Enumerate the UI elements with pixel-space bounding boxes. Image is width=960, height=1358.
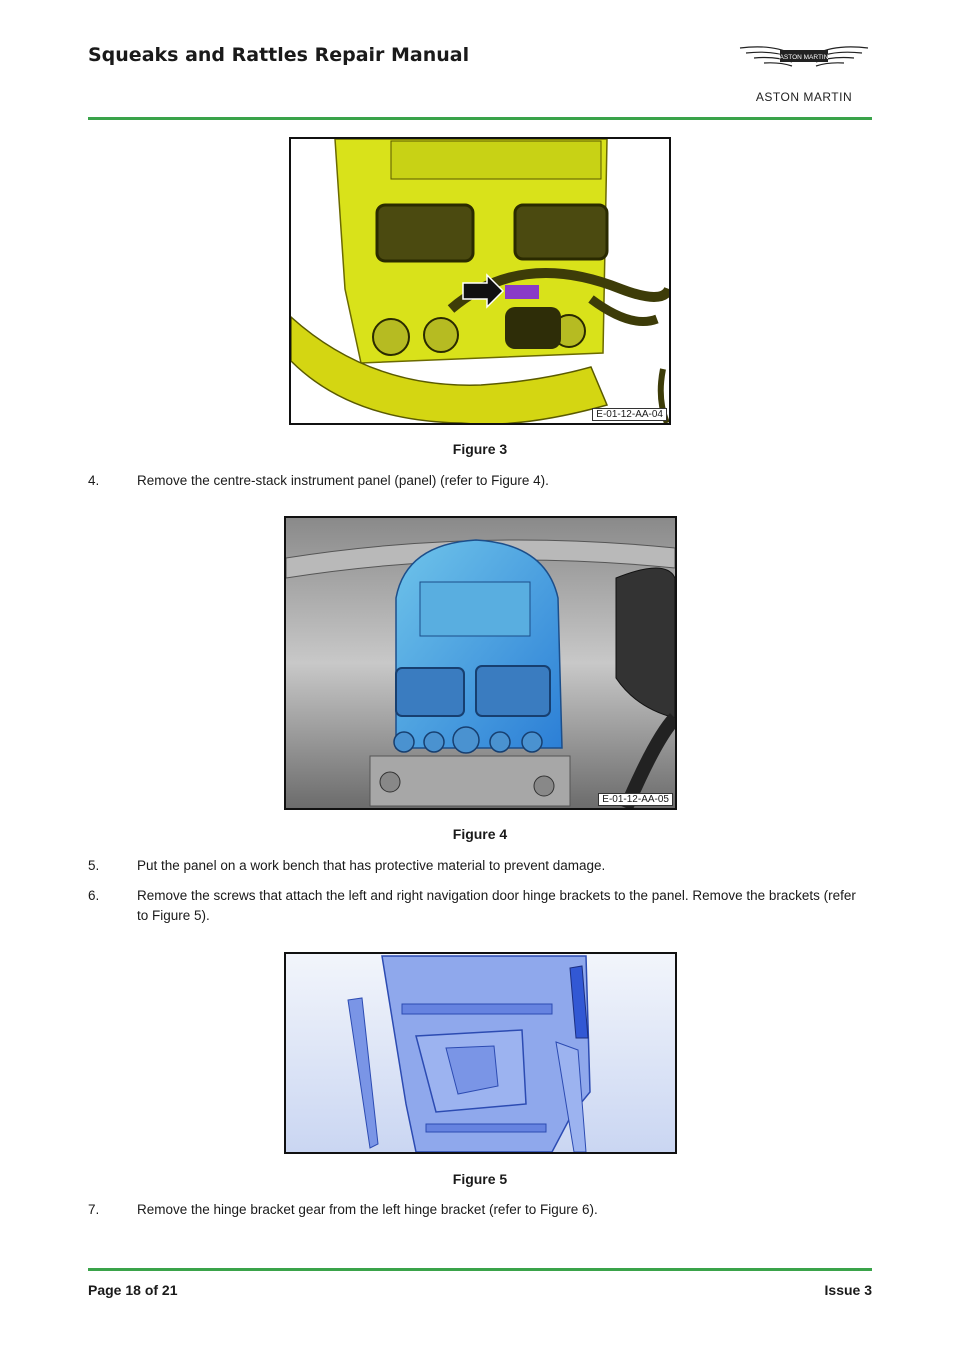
issue-number: Issue 3 [824, 1282, 872, 1298]
brand-name: ASTON MARTIN [755, 90, 853, 104]
figure-4-caption: Figure 4 [452, 826, 508, 842]
step-6-text: Remove the screws that attach the left and right navigation door hinge brackets to the panel. Remove the brackets (refer to Figure 5). [137, 888, 856, 923]
step-4-number: 4. [88, 473, 100, 488]
step-6 [88, 886, 868, 926]
step-4-text: Remove the centre-stack instrument panel (panel) (refer to Figure 4). [137, 473, 549, 488]
footer-rule [88, 1268, 872, 1271]
step-5 [88, 856, 868, 876]
figure-5-image [284, 952, 677, 1154]
document-title: Squeaks and Rattles Repair Manual [88, 44, 470, 66]
figure-5-caption: Figure 5 [452, 1171, 508, 1187]
aston-martin-wings-logo [736, 42, 872, 76]
step-7-text: Remove the hinge bracket gear from the left hinge bracket (refer to Figure 6). [137, 1202, 598, 1217]
header-rule [88, 117, 872, 120]
step-5-number: 5. [88, 858, 100, 873]
step-7-number: 7. [88, 1202, 100, 1217]
step-5-text: Put the panel on a work bench that has protective material to prevent damage. [137, 858, 606, 873]
figure-3-image [289, 137, 671, 425]
figure-3-code: E-01-12-AA-04 [592, 408, 667, 421]
figure-4-image [284, 516, 677, 810]
step-6-number: 6. [88, 888, 100, 903]
step-4 [88, 471, 868, 491]
page-number: Page 18 of 21 [88, 1282, 178, 1298]
figure-4-code: E-01-12-AA-05 [598, 793, 673, 806]
figure-3-caption: Figure 3 [452, 441, 508, 457]
step-7 [88, 1200, 868, 1220]
logo-text: ASTON MARTIN [779, 54, 829, 61]
